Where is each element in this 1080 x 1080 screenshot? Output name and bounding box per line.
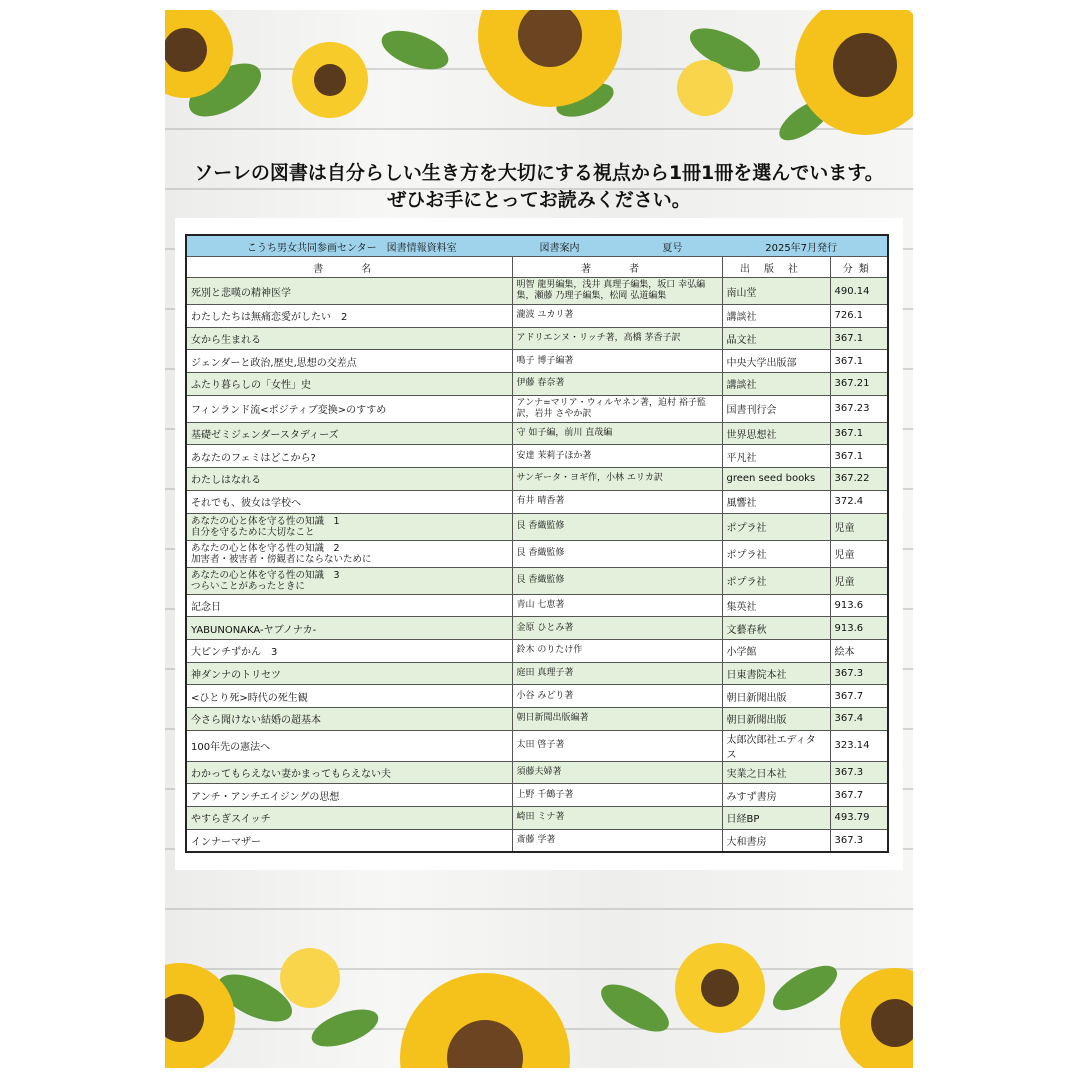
book-publisher: 集英社 (722, 594, 830, 617)
table-row (186, 422, 888, 445)
book-publisher: ポプラ社 (722, 513, 830, 540)
table-row (186, 278, 888, 305)
book-publisher: ポプラ社 (722, 540, 830, 567)
table-row (186, 639, 888, 662)
book-class: 490.14 (830, 278, 888, 305)
table-row (186, 730, 888, 761)
table-row (186, 468, 888, 491)
table-row (186, 567, 888, 594)
book-author: 艮 香織監修 (512, 513, 722, 540)
book-author: 金原 ひとみ著 (512, 617, 722, 640)
flyer-sheet (165, 10, 913, 1068)
table-caption (186, 235, 888, 257)
book-class: 367.21 (830, 373, 888, 396)
book-title: 神ダンナのトリセツ (186, 662, 512, 685)
table-row (186, 445, 888, 468)
table-row (186, 540, 888, 567)
table-row (186, 829, 888, 852)
book-author: 須藤夫婦著 (512, 761, 722, 784)
book-publisher: 文藝春秋 (722, 617, 830, 640)
table-row (186, 707, 888, 730)
book-publisher: 大和書房 (722, 829, 830, 852)
book-publisher: 実業之日本社 (722, 761, 830, 784)
headline (165, 160, 913, 214)
book-title: ふたり暮らしの「女性」史 (186, 373, 512, 396)
table-row (186, 373, 888, 396)
book-class: 367.1 (830, 445, 888, 468)
table-row (186, 350, 888, 373)
book-publisher: 講談社 (722, 373, 830, 396)
book-author: アドリエンヌ・リッチ著，高橋 茅香子訳 (512, 327, 722, 350)
book-publisher: 中央大学出版部 (722, 350, 830, 373)
book-publisher: 講談社 (722, 305, 830, 328)
book-title: わたしたちは無痛恋愛がしたい 2 (186, 305, 512, 328)
book-publisher: 国書刊行会 (722, 395, 830, 422)
book-author: 守 如子編，前川 直哉編 (512, 422, 722, 445)
book-author: 明智 龍男編集，浅井 真理子編集，坂口 幸弘編集，瀬藤 乃理子編集，松岡 弘道編集 (512, 278, 722, 305)
book-title: 死別と悲嘆の精神医学 (186, 278, 512, 305)
table-row (186, 513, 888, 540)
book-class: 367.1 (830, 327, 888, 350)
book-title: わかってもらえない妻かまってもらえない夫 (186, 761, 512, 784)
book-class: 913.6 (830, 594, 888, 617)
book-title-line-1: あなたの心と体を守る性の知識 2 (191, 542, 340, 554)
book-publisher: 朝日新聞出版 (722, 707, 830, 730)
book-class: 367.1 (830, 350, 888, 373)
book-publisher: 風響社 (722, 490, 830, 513)
book-author: 安達 茉莉子ほか著 (512, 445, 722, 468)
book-author: 斎藤 学著 (512, 829, 722, 852)
book-title: 100年先の憲法へ (186, 730, 512, 761)
book-subtitle: 加害者・被害者・傍観者にならないために (191, 553, 372, 565)
book-class: 367.23 (830, 395, 888, 422)
book-author: 上野 千鶴子著 (512, 784, 722, 807)
table-header (186, 257, 888, 278)
table-row (186, 761, 888, 784)
table-row (186, 327, 888, 350)
book-title: 記念日 (186, 594, 512, 617)
book-title: アンチ・アンチエイジングの思想 (186, 784, 512, 807)
book-publisher: 朝日新聞出版 (722, 685, 830, 708)
table-row (186, 305, 888, 328)
book-class: 913.6 (830, 617, 888, 640)
book-author: 小谷 みどり著 (512, 685, 722, 708)
book-rows (186, 278, 888, 852)
book-publisher: 日東書院本社 (722, 662, 830, 685)
book-class: 367.3 (830, 662, 888, 685)
book-author: 艮 香織監修 (512, 567, 722, 594)
table-row (186, 807, 888, 830)
book-class: 493.79 (830, 807, 888, 830)
table-row (186, 662, 888, 685)
book-publisher: みすず書房 (722, 784, 830, 807)
book-author: 艮 香織監修 (512, 540, 722, 567)
book-author: 朝日新聞出版編著 (512, 707, 722, 730)
book-author: 伊藤 春奈著 (512, 373, 722, 396)
book-author: 青山 七恵著 (512, 594, 722, 617)
column-header-author: 著 者 (512, 257, 722, 278)
book-author: 瀧波 ユカリ著 (512, 305, 722, 328)
book-class: 児童 (830, 540, 888, 567)
book-publisher: 南山堂 (722, 278, 830, 305)
book-subtitle: つらいことがあったときに (191, 580, 305, 592)
book-title: 女から生まれる (186, 327, 512, 350)
book-publisher: 太郎次郎社エディタス (722, 730, 830, 761)
book-title (186, 513, 512, 540)
book-list-table (185, 234, 889, 853)
book-class: 絵本 (830, 639, 888, 662)
book-title: <ひとり死>時代の死生観 (186, 685, 512, 708)
book-author: 庭田 真理子著 (512, 662, 722, 685)
book-author: アンナ=マリア・ウィルヤネン著，迫村 裕子監訳，岩井 さやか訳 (512, 395, 722, 422)
caption-title: 図書案内 (539, 242, 580, 254)
book-publisher: 小学館 (722, 639, 830, 662)
book-subtitle: 自分を守るために大切なこと (191, 526, 315, 538)
book-title: 今さら聞けない結婚の超基本 (186, 707, 512, 730)
book-title-line-1: あなたの心と体を守る性の知識 1 (191, 515, 340, 527)
book-publisher: green seed books (722, 468, 830, 491)
book-publisher: ポプラ社 (722, 567, 830, 594)
book-author: 鳴子 博子編著 (512, 350, 722, 373)
book-class: 372.4 (830, 490, 888, 513)
headline-line-2: ぜひお手にとってお読みください。 (387, 189, 691, 211)
book-title: それでも、彼女は学校へ (186, 490, 512, 513)
book-title: あなたのフェミはどこから? (186, 445, 512, 468)
book-title: わたしはなれる (186, 468, 512, 491)
book-class: 児童 (830, 567, 888, 594)
book-class: 367.7 (830, 784, 888, 807)
book-title: 大ピンチずかん 3 (186, 639, 512, 662)
book-class: 367.7 (830, 685, 888, 708)
table-row (186, 594, 888, 617)
book-title: ジェンダーと政治,歴史,思想の交差点 (186, 350, 512, 373)
book-author: 有井 晴香著 (512, 490, 722, 513)
caption-org: こうち男女共同参画センター 図書情報資料室 (247, 242, 457, 254)
book-class: 323.14 (830, 730, 888, 761)
caption-date: 2025年7月発行 (765, 242, 838, 254)
book-title (186, 540, 512, 567)
book-title: フィンランド流<ポジティブ変換>のすすめ (186, 395, 512, 422)
book-class: 367.4 (830, 707, 888, 730)
column-header-class: 分類 (830, 257, 888, 278)
book-class: 367.22 (830, 468, 888, 491)
book-author: 太田 啓子著 (512, 730, 722, 761)
table-row (186, 685, 888, 708)
table-row (186, 784, 888, 807)
caption-season: 夏号 (662, 242, 683, 254)
book-class: 367.3 (830, 761, 888, 784)
column-header-publisher: 出版社 (722, 257, 830, 278)
table-row (186, 617, 888, 640)
column-header-title: 書 名 (186, 257, 512, 278)
headline-line-1: ソーレの図書は自分らしい生き方を大切にする視点から1冊1冊を選んでいます。 (194, 162, 884, 184)
table-row (186, 490, 888, 513)
book-title: やすらぎスイッチ (186, 807, 512, 830)
sunflower-decoration-bottom (165, 908, 913, 1068)
book-class: 367.1 (830, 422, 888, 445)
book-class: 367.3 (830, 829, 888, 852)
table-row (186, 395, 888, 422)
book-class: 726.1 (830, 305, 888, 328)
book-title-line-1: あなたの心と体を守る性の知識 3 (191, 569, 340, 581)
book-title: 基礎ゼミジェンダースタディーズ (186, 422, 512, 445)
book-title: インナーマザー (186, 829, 512, 852)
book-publisher: 平凡社 (722, 445, 830, 468)
book-publisher: 日経BP (722, 807, 830, 830)
sunflower-decoration-top (165, 10, 913, 160)
book-publisher: 世界思想社 (722, 422, 830, 445)
book-title: YABUNONAKA-ヤブノナカ- (186, 617, 512, 640)
book-author: 鈴木 のりたけ作 (512, 639, 722, 662)
book-author: サンギータ・ヨギ作，小林 エリカ訳 (512, 468, 722, 491)
book-author: 崎田 ミナ著 (512, 807, 722, 830)
book-title (186, 567, 512, 594)
book-publisher: 晶文社 (722, 327, 830, 350)
book-class: 児童 (830, 513, 888, 540)
book-list-panel (175, 218, 903, 870)
